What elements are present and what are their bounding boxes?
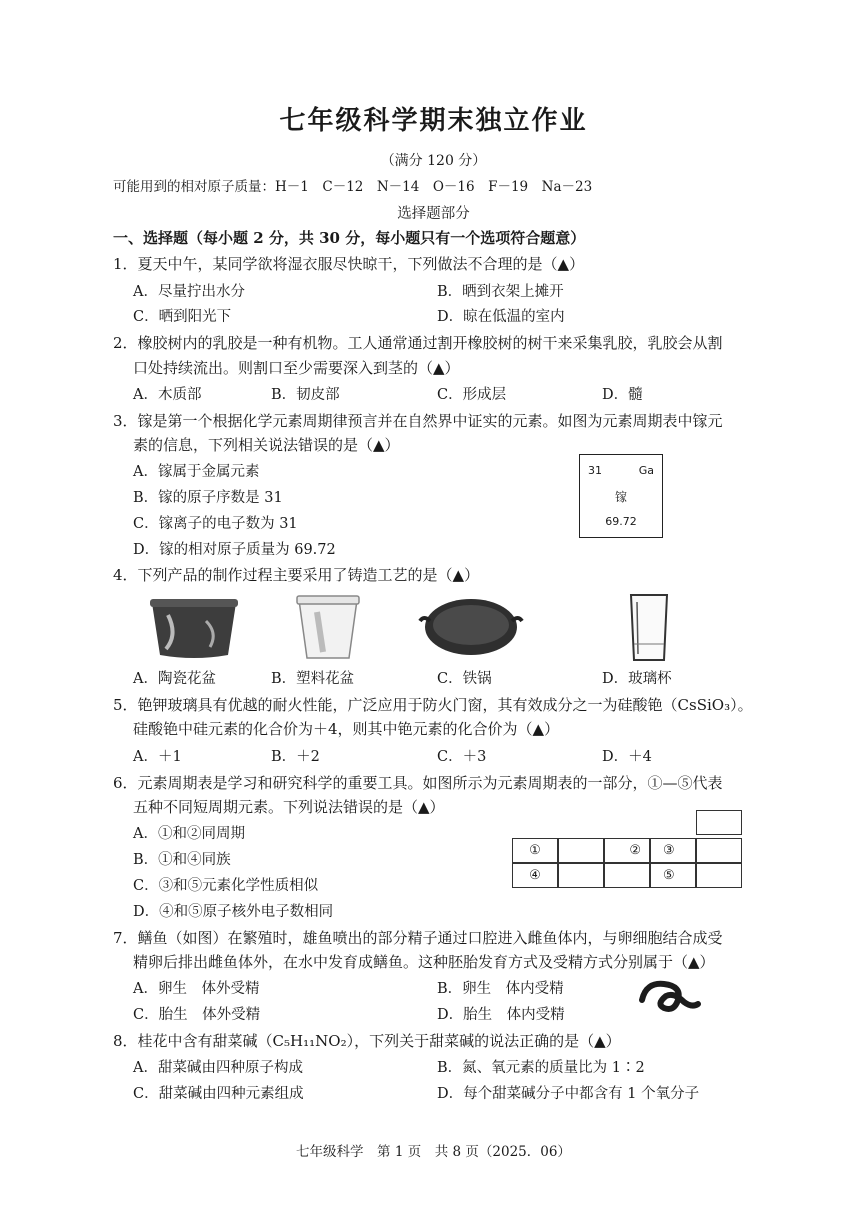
question-5-stem: 5．铯钾玻璃具有优越的耐火性能，广泛应用于防火门窗，其有效成分之一为硅酸铯（CsSiO₃）。 [113,696,753,714]
table-cell-2: ② [604,838,650,863]
gallium-element-box [579,454,663,538]
q7-option-a: A．卵生 体外受精 [133,981,260,997]
q6-option-b: B．①和④同族 [133,852,231,868]
element-name: 镓 [614,490,627,504]
question-4-stem: 4．下列产品的制作过程主要采用了铸造工艺的是（▲） [113,566,480,584]
question-2-stem-2: 口处持续流出。则割口至少需要深入到茎的（▲） [133,359,460,377]
q4-option-a: A．陶瓷花盆 [133,671,216,687]
element-mass: 69.72 [605,515,637,528]
q6-option-a: A．①和②同周期 [133,826,245,842]
table-cell [696,863,742,888]
table-cell [558,838,604,863]
question-7-stem-2: 精卵后排出雌鱼体外，在水中发育成鳝鱼。这种胚胎发育方式及受精方式分别属于（▲） [133,953,715,971]
atomic-mass-line: 可能用到的相对原子质量：H－1 C－12 N－14 O－16 F－19 Na－23 [113,179,593,195]
question-7-stem: 7．鳝鱼（如图）在繁殖时，雄鱼喷出的部分精子通过口腔进入雌鱼体内，与卵细胞结合成受 [113,929,723,947]
plastic-flowerpot-image [295,592,361,662]
question-6-stem-2: 五种不同短周期元素。下列说法错误的是（▲） [133,798,445,816]
q1-option-c: C．晒到阳光下 [133,309,232,325]
table-cell-5: ⑤ [650,863,696,888]
q2-option-c: C．形成层 [437,387,507,403]
question-5-stem-2: 硅酸铯中硅元素的化合价为＋4，则其中铯元素的化合价为（▲） [133,720,560,738]
q1-option-b: B．晒到衣架上摊开 [437,284,564,300]
q5-option-a: A．＋1 [133,749,182,765]
q8-option-a: A．甜菜碱由四种原子构成 [133,1060,303,1076]
eel-image [636,978,702,1018]
q7-option-b: B．卵生 体内受精 [437,981,564,997]
q8-option-c: C．甜菜碱由四种元素组成 [133,1086,304,1102]
iron-wok-image [418,597,524,661]
question-1-stem: 1．夏天中午，某同学欲将湿衣服尽快晾干，下列做法不合理的是（▲） [113,255,585,273]
table-cell [696,810,742,835]
q3-option-c: C．镓离子的电子数为 31 [133,516,298,532]
q4-option-c: C．铁锅 [437,671,492,687]
q2-option-d: D．髓 [602,387,643,403]
q3-option-d: D．镓的相对原子质量为 69.72 [133,542,336,558]
q6-option-d: D．④和⑤原子核外电子数相同 [133,904,334,920]
table-cell-3: ③ [650,838,696,863]
question-8-stem: 8．桂花中含有甜菜碱（C₅H₁₁NO₂），下列关于甜菜碱的说法正确的是（▲） [113,1032,621,1050]
q3-option-b: B．镓的原子序数是 31 [133,490,283,506]
question-3-stem: 3．镓是第一个根据化学元素周期律预言并在自然界中证实的元素。如图为元素周期表中镓元 [113,412,723,430]
q7-option-d: D．胎生 体内受精 [437,1007,565,1023]
glass-cup-image [628,592,670,664]
q8-option-b: B．氮、氧元素的质量比为 1∶2 [437,1060,645,1076]
ceramic-flowerpot-image [148,595,240,661]
q4-option-d: D．玻璃杯 [602,671,672,687]
question-3-stem-2: 素的信息，下列相关说法错误的是（▲） [133,436,400,454]
table-cell [696,838,742,863]
part-title: 选择题部分 [397,206,470,222]
table-cell [558,863,604,888]
full-score: （满分 120 分） [380,153,487,169]
q8-option-d: D．每个甜菜碱分子中都含有 1 个氧分子 [437,1086,700,1102]
element-number: 31 [588,464,602,477]
q6-option-c: C．③和⑤元素化学性质相似 [133,878,319,894]
page-footer: 七年级科学 第 1 页 共 8 页（2025．06） [296,1144,571,1160]
table-cell-4: ④ [512,863,558,888]
q7-option-c: C．胎生 体外受精 [133,1007,261,1023]
q1-option-a: A．尽量拧出水分 [133,284,245,300]
question-2-stem: 2．橡胶树内的乳胶是一种有机物。工人通常通过割开橡胶树的树干来采集乳胶，乳胶会从割 [113,334,723,352]
table-cell [604,863,650,888]
q3-option-a: A．镓属于金属元素 [133,464,260,480]
q5-option-c: C．＋3 [437,749,487,765]
question-6-stem: 6．元素周期表是学习和研究科学的重要工具。如图所示为元素周期表的一部分，①—⑤代表 [113,774,723,792]
section-title: 一、选择题（每小题 2 分，共 30 分，每小题只有一个选项符合题意） [113,229,586,247]
element-symbol: Ga [638,464,654,477]
q5-option-b: B．＋2 [271,749,320,765]
page-title: 七年级科学期末独立作业 [279,106,588,136]
q4-option-b: B．塑料花盆 [271,671,355,687]
q5-option-d: D．＋4 [602,749,652,765]
q2-option-b: B．韧皮部 [271,387,340,403]
table-cell-1: ① [512,838,558,863]
q2-option-a: A．木质部 [133,387,202,403]
q1-option-d: D．晾在低温的室内 [437,309,565,325]
